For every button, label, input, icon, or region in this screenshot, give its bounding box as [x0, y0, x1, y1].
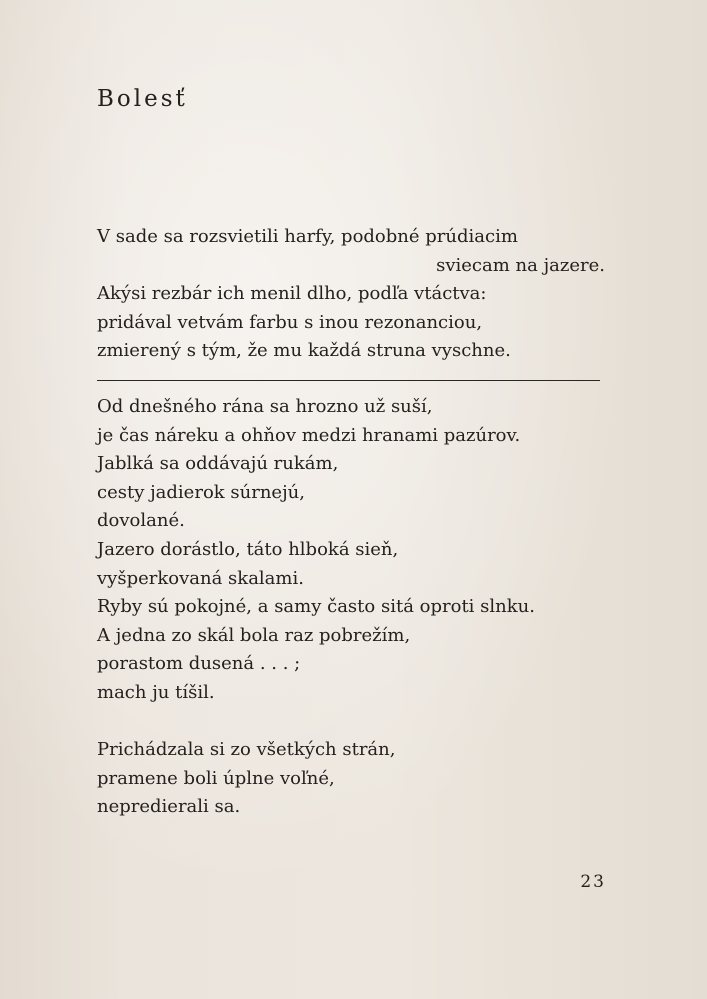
poem-line: Od dnešného rána sa hrozno už suší, — [97, 396, 433, 417]
poem-line: dovolané. — [97, 510, 185, 532]
poem-line: nepredierali sa. — [97, 796, 241, 818]
stanza-2 — [97, 393, 605, 708]
poem-line: Jablká sa oddávajú rukám, — [97, 453, 339, 475]
poem-line: pramene boli úplne voľné, — [97, 767, 335, 789]
poem-line: vyšperkovaná skalami. — [97, 567, 304, 589]
horizontal-divider — [97, 380, 600, 381]
poem-line: Prichádzala si zo všetkých strán, — [97, 739, 396, 760]
poem-line: A jedna zo skál bola raz pobrežím, — [97, 624, 411, 646]
poem-line: Akýsi rezbár ich menil dlho, podľa vtáctva: — [97, 283, 487, 305]
poem-line: porastom dusená . . . ; — [97, 653, 301, 675]
poem-line: Jazero dorástlo, táto hlboká sieň, — [97, 538, 399, 560]
poem-line: pridával vetvám farbu s inou rezonanciou, — [97, 311, 483, 333]
poem-line: mach ju tíšil. — [97, 681, 215, 703]
poem-line: je čas náreku a ohňov medzi hranami pazúrov. — [97, 424, 521, 446]
poem-line: V sade sa rozsvietili harfy, podobné prúdiacim — [97, 226, 518, 247]
poem-title: Bolesť — [97, 86, 188, 112]
poem-line: cesty jadierok súrnejú, — [97, 481, 305, 503]
page-number: 23 — [580, 872, 606, 892]
stanza-3 — [97, 736, 605, 822]
poem-line: zmierený s tým, že mu každá struna vyschne. — [97, 340, 511, 362]
poem-line: Ryby sú pokojné, a samy často sitá oproti slnku. — [97, 596, 535, 618]
poem-line: sviecam na jazere. — [436, 254, 605, 276]
stanza-1 — [97, 223, 605, 366]
